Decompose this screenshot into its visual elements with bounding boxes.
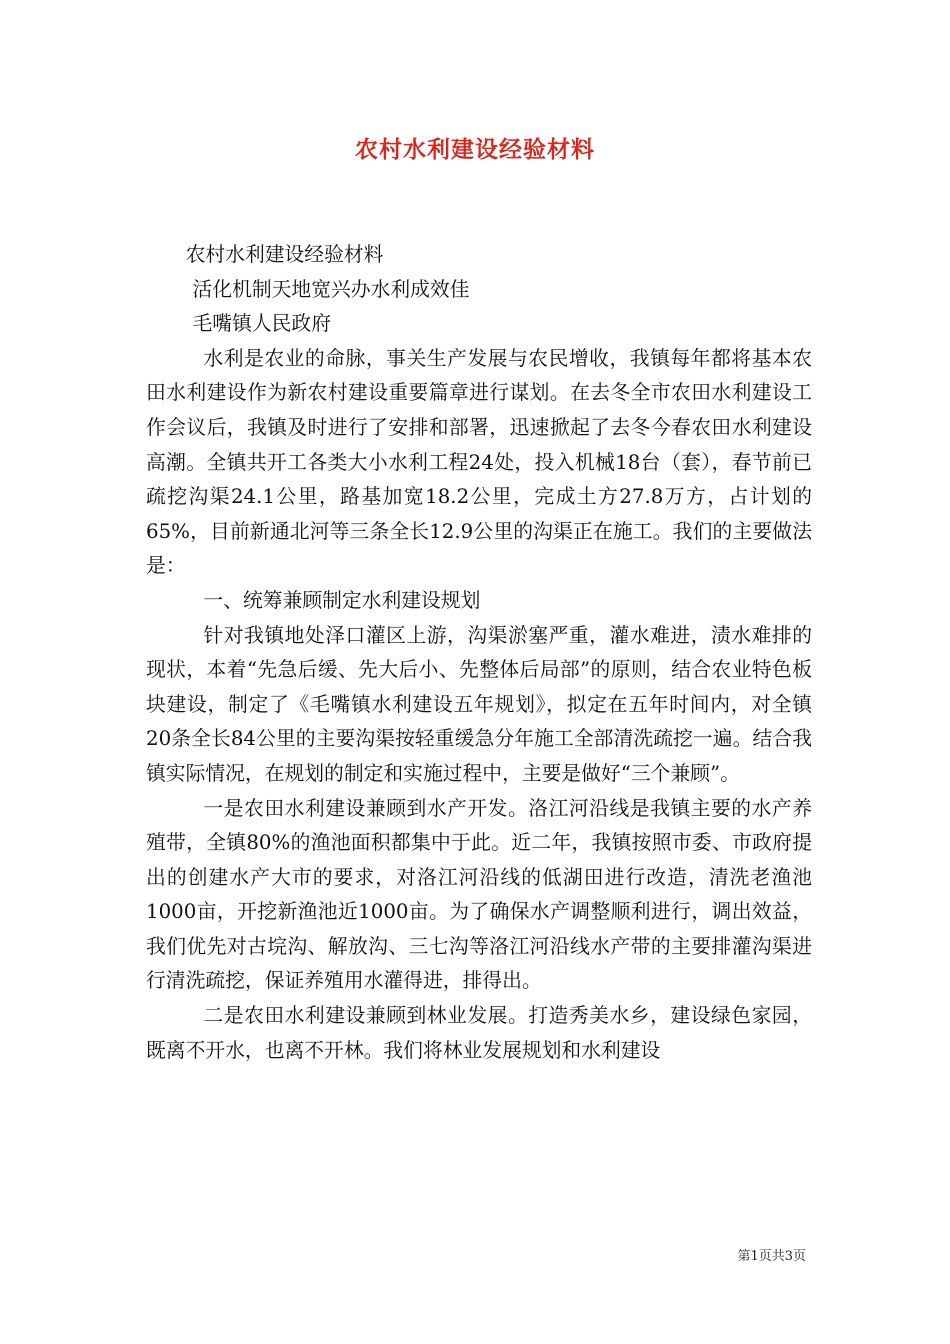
document-body (146, 238, 812, 1068)
paragraph-planning: 针对我镇地处泽口灌区上游，沟渠淤塞严重，灌水难进，渍水难排的现状，本着“先急后缓、先大后小、先整体后局部”的原则，结合农业特色板块建设，制定了《毛嘴镇水利建设五年规划》，拟定在五年时间内，对全镇20条全长84公里的主要沟渠按轻重缓急分年施工全部清洗疏挖一遍。结合我镇实际情况，在规划的制定和实施过程中，主要是做好“三个兼顾”。 (146, 623, 812, 785)
paragraph-forestry: 二是农田水利建设兼顾到林业发展。打造秀美水乡，建设绿色家园，既离不开水，也离不开林。我们将林业发展规划和水利建设 (146, 1004, 812, 1062)
paragraph-section-heading: 一、统筹兼顾制定水利建设规划 (203, 588, 481, 612)
paragraph-fishery: 一是农田水利建设兼顾到水产开发。洛江河沿线是我镇主要的水产养殖带，全镇80%的渔池面积都集中于此。近二年，我镇按照市委、市政府提出的创建水产大市的要求，对洛江河沿线的低湖田进行改造，清洗老渔池1000亩，开挖新渔池近1000亩。为了确保水产调整顺利进行，调出效益，我们优先对古垸沟、解放沟、三七沟等洛江河沿线水产带的主要排灌沟渠进行清洗疏挖，保证养殖用水灌得进，排得出。 (146, 796, 812, 993)
paragraph-subtitle: 活化机制天地宽兴办水利成效佳 (192, 277, 470, 301)
document-title: 农村水利建设经验材料 (355, 136, 595, 163)
page-indicator: 第1页共3页 (737, 1249, 806, 1264)
paragraph-author: 毛嘴镇人民政府 (192, 312, 331, 336)
paragraph-heading: 农村水利建设经验材料 (185, 243, 384, 266)
paragraph-intro: 水利是农业的命脉，事关生产发展与农民增收，我镇每年都将基本农田水利建设作为新农村建设重要篇章进行谋划。在去冬全市农田水利建设工作会议后，我镇及时进行了安排和部署，迅速掀起了去冬今春农田水利建设高潮。全镇共开工各类大小水利工程24处，投入机械18台（套），春节前已疏挖沟渠24.1公里，路基加宽18.2公里，完成土方27.8万方，占计划的65%，目前新通北河等三条全长12.9公里的沟渠正在施工。我们的主要做法是： (146, 346, 812, 578)
